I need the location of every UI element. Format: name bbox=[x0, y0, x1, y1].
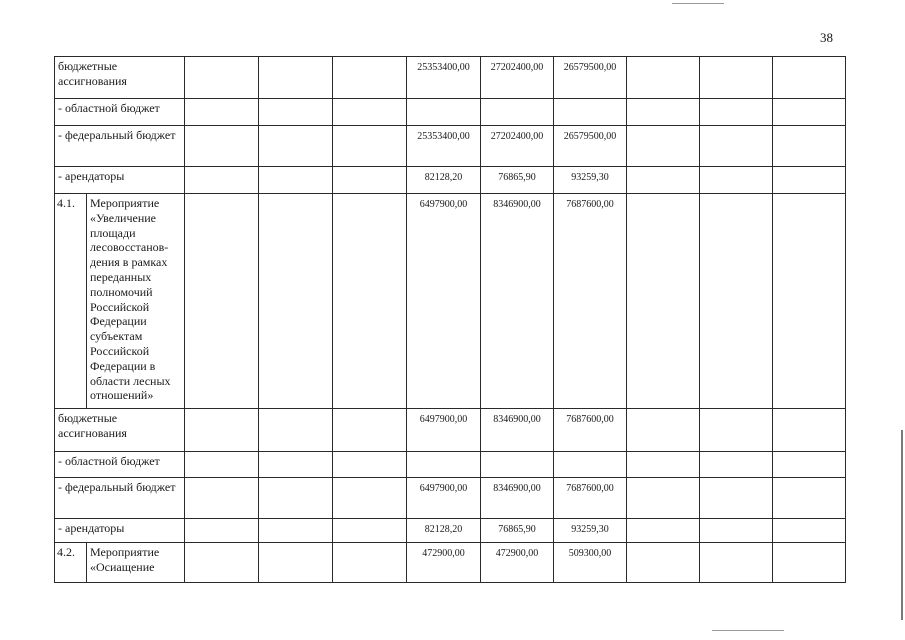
empty-cell bbox=[333, 478, 407, 519]
value-cell: 76865,90 bbox=[481, 167, 554, 194]
empty-cell bbox=[773, 519, 846, 543]
empty-cell bbox=[627, 409, 700, 452]
value-cell: 27202400,00 bbox=[481, 126, 554, 167]
empty-cell bbox=[700, 57, 773, 99]
table-row bbox=[55, 126, 846, 167]
value-cell: 8346900,00 bbox=[481, 478, 554, 519]
empty-cell bbox=[333, 452, 407, 478]
empty-cell bbox=[627, 99, 700, 126]
row-label: - арендаторы bbox=[55, 519, 185, 543]
empty-cell bbox=[333, 194, 407, 409]
row-label: бюджетные ассигнования bbox=[55, 57, 185, 99]
scan-edge-line bbox=[901, 430, 903, 620]
empty-cell bbox=[627, 126, 700, 167]
item-number: 4.2. bbox=[55, 543, 87, 583]
value-cell: 27202400,00 bbox=[481, 57, 554, 99]
empty-cell bbox=[259, 126, 333, 167]
empty-cell bbox=[773, 167, 846, 194]
empty-cell bbox=[259, 57, 333, 99]
empty-cell bbox=[700, 478, 773, 519]
empty-cell bbox=[259, 409, 333, 452]
value-cell: 472900,00 bbox=[407, 543, 481, 583]
empty-cell bbox=[773, 543, 846, 583]
value-cell bbox=[554, 452, 627, 478]
empty-cell bbox=[185, 57, 259, 99]
value-cell bbox=[554, 99, 627, 126]
table-row bbox=[55, 543, 846, 583]
value-cell: 93259,30 bbox=[554, 167, 627, 194]
empty-cell bbox=[333, 57, 407, 99]
value-cell: 26579500,00 bbox=[554, 126, 627, 167]
row-label: - федеральный бюджет bbox=[55, 126, 185, 167]
empty-cell bbox=[700, 543, 773, 583]
empty-cell bbox=[627, 543, 700, 583]
empty-cell bbox=[333, 126, 407, 167]
value-cell: 6497900,00 bbox=[407, 409, 481, 452]
empty-cell bbox=[700, 126, 773, 167]
table-row bbox=[55, 57, 846, 99]
value-cell bbox=[407, 99, 481, 126]
table-row bbox=[55, 478, 846, 519]
value-cell bbox=[481, 452, 554, 478]
value-cell bbox=[481, 99, 554, 126]
value-cell: 82128,20 bbox=[407, 519, 481, 543]
page-number: 38 bbox=[820, 30, 833, 45]
empty-cell bbox=[773, 99, 846, 126]
empty-cell bbox=[773, 126, 846, 167]
table-row bbox=[55, 167, 846, 194]
value-cell: 6497900,00 bbox=[407, 194, 481, 409]
value-cell: 82128,20 bbox=[407, 167, 481, 194]
empty-cell bbox=[259, 194, 333, 409]
empty-cell bbox=[773, 409, 846, 452]
table-row bbox=[55, 452, 846, 478]
table-row bbox=[55, 194, 846, 409]
empty-cell bbox=[700, 409, 773, 452]
empty-cell bbox=[185, 99, 259, 126]
empty-cell bbox=[627, 167, 700, 194]
value-cell: 76865,90 bbox=[481, 519, 554, 543]
value-cell: 509300,00 bbox=[554, 543, 627, 583]
value-cell: 7687600,00 bbox=[554, 194, 627, 409]
empty-cell bbox=[773, 478, 846, 519]
empty-cell bbox=[185, 167, 259, 194]
empty-cell bbox=[185, 543, 259, 583]
empty-cell bbox=[627, 478, 700, 519]
empty-cell bbox=[259, 543, 333, 583]
value-cell: 7687600,00 bbox=[554, 478, 627, 519]
empty-cell bbox=[773, 194, 846, 409]
row-label: бюджетные ассигнования bbox=[55, 409, 185, 452]
empty-cell bbox=[333, 409, 407, 452]
empty-cell bbox=[185, 478, 259, 519]
empty-cell bbox=[185, 409, 259, 452]
empty-cell bbox=[259, 99, 333, 126]
table-row bbox=[55, 409, 846, 452]
item-number: 4.1. bbox=[55, 194, 87, 409]
scan-mark-top bbox=[672, 3, 724, 4]
empty-cell bbox=[627, 57, 700, 99]
value-cell: 25353400,00 bbox=[407, 126, 481, 167]
item-name: Мероприятие «Увеличение площади лесовосстанов-дения в рамках переданных полномочий Российской Федерации субъектам Российской Федерации в области лесных отношений» bbox=[87, 194, 185, 409]
empty-cell bbox=[333, 519, 407, 543]
empty-cell bbox=[185, 194, 259, 409]
value-cell: 8346900,00 bbox=[481, 194, 554, 409]
empty-cell bbox=[185, 452, 259, 478]
row-label: - федеральный бюджет bbox=[55, 478, 185, 519]
value-cell bbox=[407, 452, 481, 478]
empty-cell bbox=[333, 543, 407, 583]
value-cell: 6497900,00 bbox=[407, 478, 481, 519]
empty-cell bbox=[627, 194, 700, 409]
empty-cell bbox=[773, 57, 846, 99]
table-row bbox=[55, 519, 846, 543]
value-cell: 26579500,00 bbox=[554, 57, 627, 99]
empty-cell bbox=[773, 452, 846, 478]
empty-cell bbox=[700, 452, 773, 478]
empty-cell bbox=[627, 519, 700, 543]
value-cell: 472900,00 bbox=[481, 543, 554, 583]
scan-mark-bottom bbox=[712, 630, 784, 631]
value-cell: 25353400,00 bbox=[407, 57, 481, 99]
empty-cell bbox=[185, 519, 259, 543]
empty-cell bbox=[259, 452, 333, 478]
item-name: Мероприятие «Осиащение bbox=[87, 543, 185, 583]
empty-cell bbox=[627, 452, 700, 478]
empty-cell bbox=[700, 167, 773, 194]
empty-cell bbox=[259, 478, 333, 519]
budget-table bbox=[54, 56, 846, 583]
empty-cell bbox=[259, 519, 333, 543]
empty-cell bbox=[333, 167, 407, 194]
empty-cell bbox=[700, 519, 773, 543]
value-cell: 7687600,00 bbox=[554, 409, 627, 452]
value-cell: 8346900,00 bbox=[481, 409, 554, 452]
row-label: - областной бюджет bbox=[55, 99, 185, 126]
row-label: - арендаторы bbox=[55, 167, 185, 194]
empty-cell bbox=[185, 126, 259, 167]
empty-cell bbox=[700, 194, 773, 409]
table-row bbox=[55, 99, 846, 126]
empty-cell bbox=[700, 99, 773, 126]
value-cell: 93259,30 bbox=[554, 519, 627, 543]
empty-cell bbox=[259, 167, 333, 194]
empty-cell bbox=[333, 99, 407, 126]
row-label: - областной бюджет bbox=[55, 452, 185, 478]
